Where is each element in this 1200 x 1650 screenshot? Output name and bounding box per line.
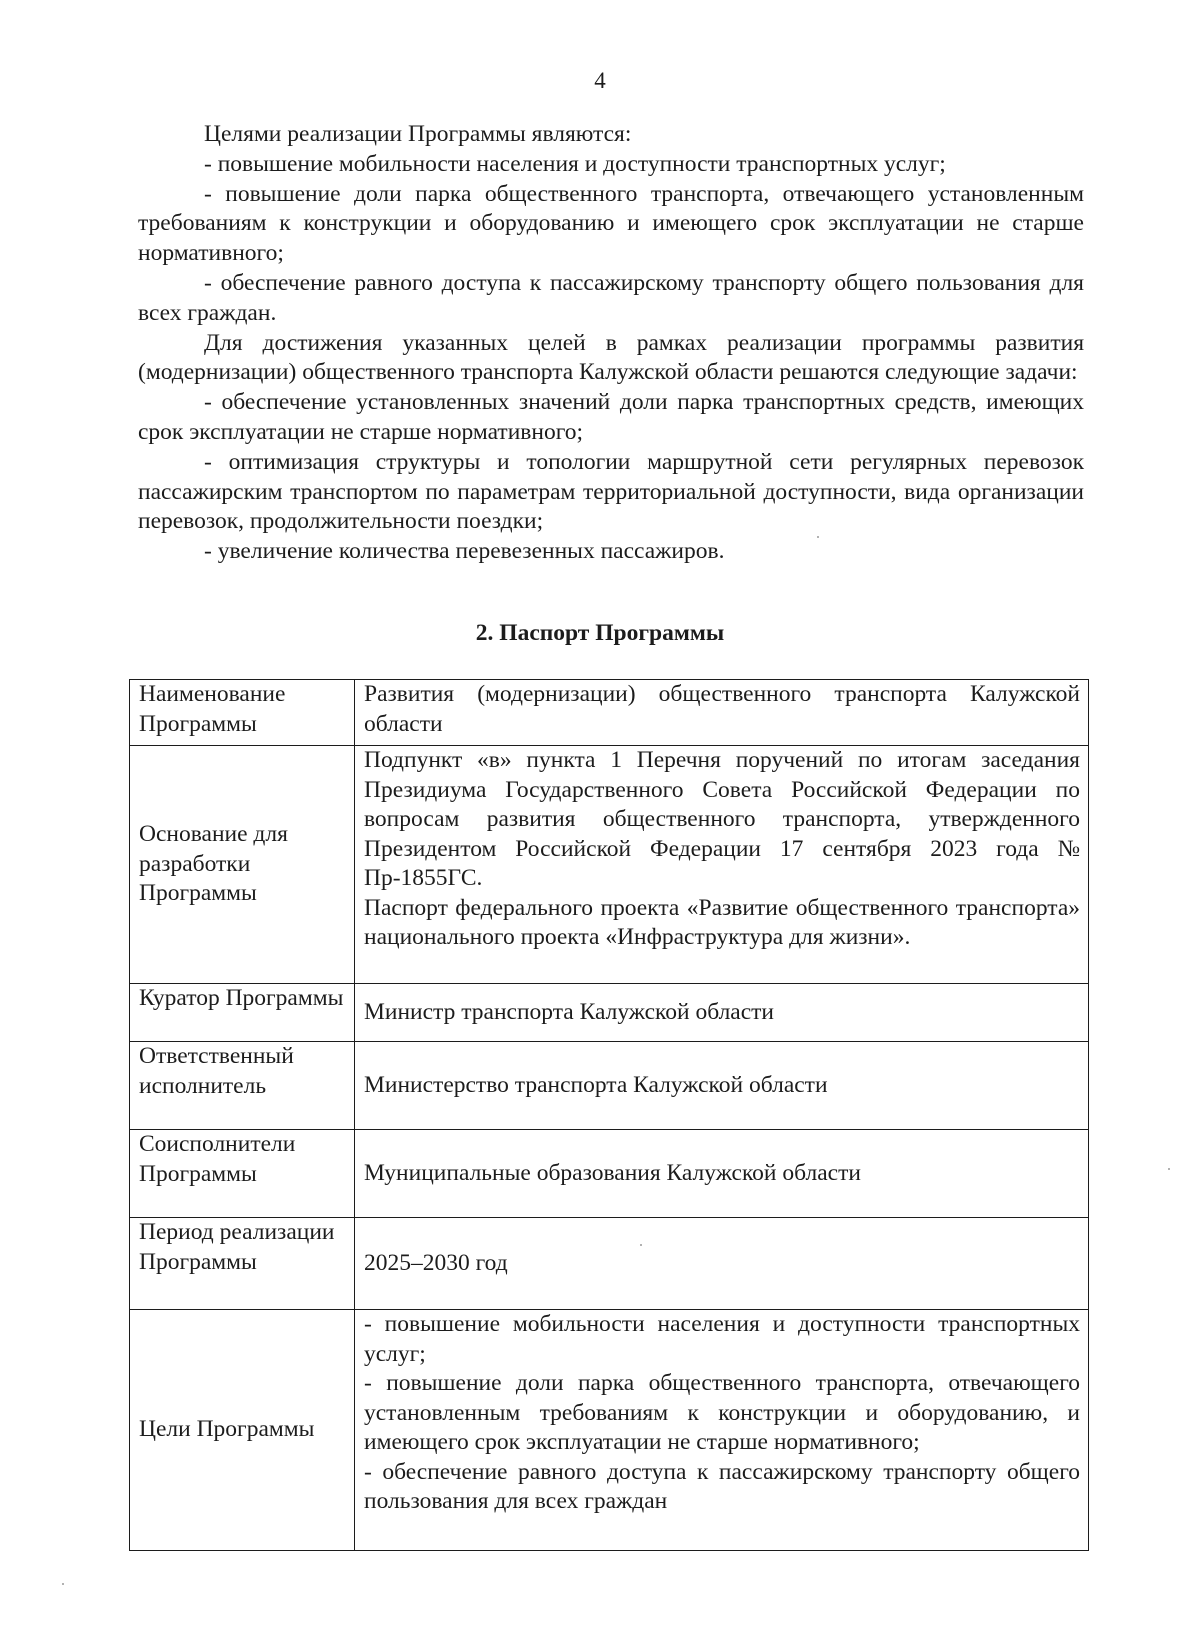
- basis-label: Основание для разработки Программы: [130, 746, 355, 984]
- scan-speck: [817, 536, 819, 538]
- scan-speck: [62, 1583, 64, 1585]
- basis-project-text: Паспорт федерального проекта «Развитие общественного транспорта» национального проекта «Инфраструктура для жизни».: [364, 894, 1080, 950]
- period-label: Период реализации Программы: [130, 1218, 355, 1310]
- scan-speck: [1168, 1168, 1170, 1170]
- executor-label: Ответственный исполнитель: [130, 1042, 355, 1130]
- period-value: 2025–2030 год: [355, 1218, 1089, 1310]
- goal-item: - повышение доли парка общественного транспорта, отвечающего установленным требованиям к конструкции и оборудованию, и имеющего срок эксплуатации не старше нормативного;: [364, 1370, 1080, 1455]
- basis-order-text: Подпункт «в» пункта 1 Перечня поручений по итогам заседания Президиума Государственного Совета Российской Федерации по вопросам развития общественного транспорта, утвержденного Президентом Российской Федерации 17 сентября 2023 года № Пр-1855ГС.: [364, 747, 1080, 891]
- goals-heading: Целями реализации Программы являются:: [204, 121, 632, 147]
- goals-label: Цели Программы: [130, 1310, 355, 1551]
- table-row: [130, 984, 1089, 1042]
- scan-speck: [640, 1244, 642, 1246]
- goals-value: [355, 1310, 1089, 1551]
- goal-item: - обеспечение равного доступа к пассажирскому транспорту общего пользования для всех граждан.: [138, 269, 1084, 326]
- co-executors-label: Соисполнители Программы: [130, 1130, 355, 1218]
- goal-item: - повышение мобильности населения и доступности транспортных услуг;: [204, 150, 946, 177]
- curator-label: Куратор Программы: [130, 984, 355, 1042]
- goal-item: - повышение доли парка общественного транспорта, отвечающего установленным требованиям к конструкции и оборудованию и имеющего срок эксплуатации не старше нормативного;: [138, 180, 1084, 267]
- curator-value: Министр транспорта Калужской области: [355, 984, 1089, 1042]
- table-row: [130, 680, 1089, 746]
- goal-item: - повышение мобильности населения и доступности транспортных услуг;: [364, 1311, 1080, 1367]
- program-passport-table: [129, 679, 1089, 1551]
- name-label: Наименование Программы: [130, 680, 355, 746]
- executor-value: Министерство транспорта Калужской области: [355, 1042, 1089, 1130]
- section-title: 2. Паспорт Программы: [475, 620, 725, 646]
- task-item: - увеличение количества перевезенных пассажиров.: [204, 538, 725, 565]
- task-item: - оптимизация структуры и топологии маршрутной сети регулярных перевозок пассажирским транспортом по параметрам территориальной доступности, вида организации перевозок, продолжительности поездки;: [138, 448, 1084, 535]
- name-value: Развития (модернизации) общественного транспорта Калужской области: [355, 680, 1089, 746]
- table-row: [130, 1130, 1089, 1218]
- table-row: [130, 1218, 1089, 1310]
- co-executors-value: Муниципальные образования Калужской области: [355, 1130, 1089, 1218]
- tasks-heading: Для достижения указанных целей в рамках реализации программы развития (модернизации) общественного транспорта Калужской области решаются следующие задачи:: [138, 329, 1084, 386]
- table-row: [130, 1042, 1089, 1130]
- table-row: [130, 746, 1089, 984]
- task-item: - обеспечение установленных значений доли парка транспортных средств, имеющих срок эксплуатации не старше нормативного;: [138, 389, 1084, 445]
- goal-item: - обеспечение равного доступа к пассажирскому транспорту общего пользования для всех граждан: [364, 1458, 1080, 1514]
- table-row: [130, 1310, 1089, 1551]
- introduction-text: [138, 120, 1084, 567]
- page-number: 4: [594, 68, 606, 93]
- basis-value: [355, 746, 1089, 984]
